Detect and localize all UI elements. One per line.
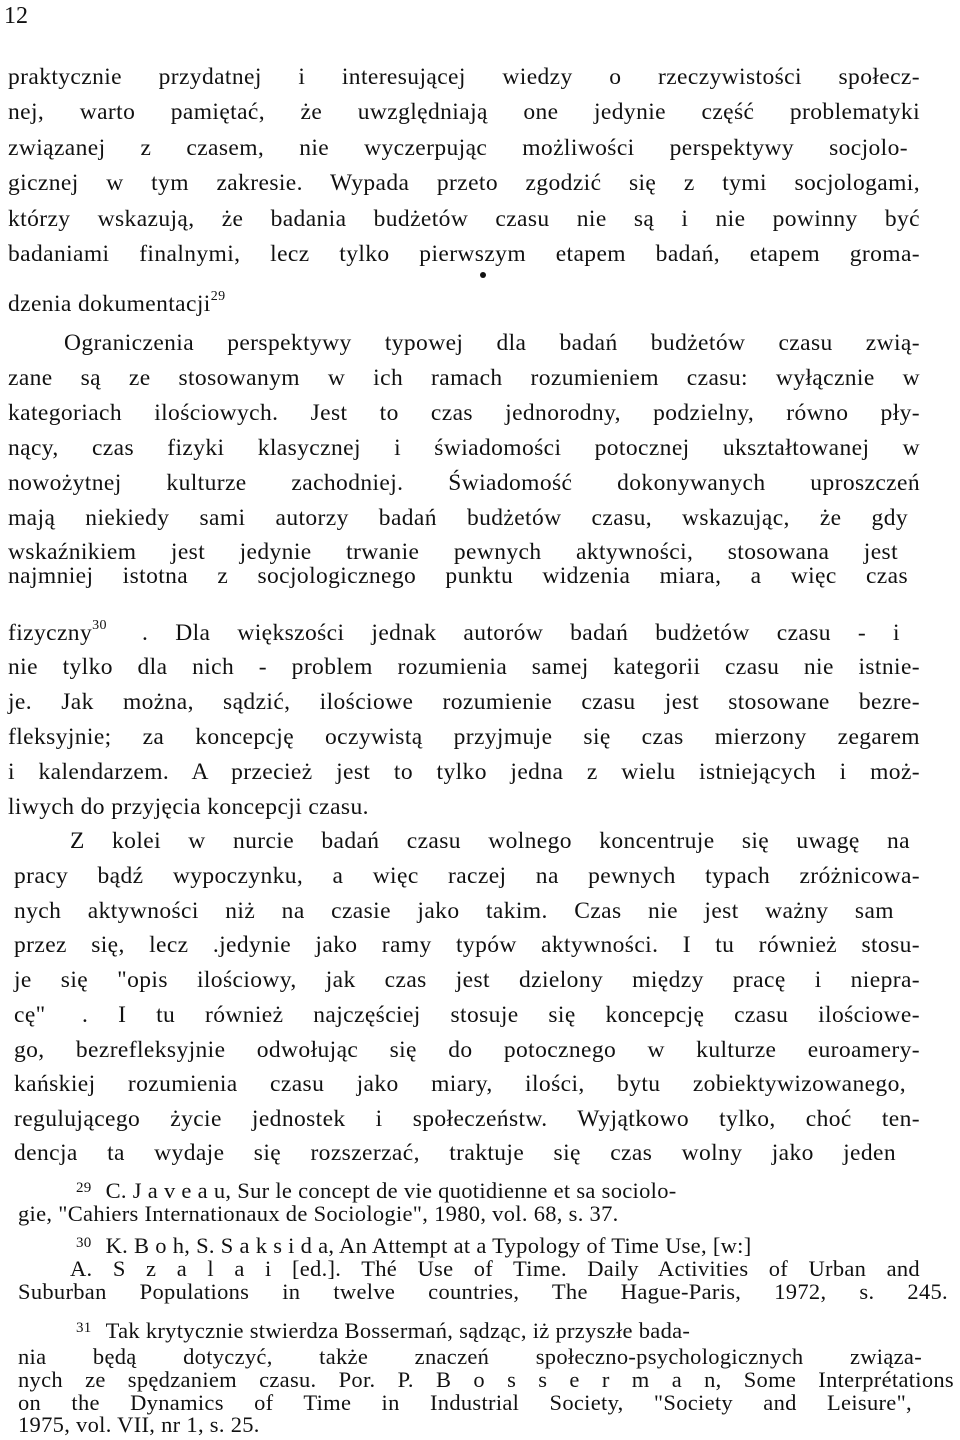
text-line: kategoriach ilościowych. Jest to czas jednorodny, podzielny, równo pły-	[8, 400, 920, 426]
footnote-line: 1975, vol. VII, nr 1, s. 25.	[18, 1412, 260, 1437]
text-line: nych aktywności niż na czasie jako takim. Czas nie jest ważny sam	[14, 898, 894, 924]
footnote-text: K. B o h, S. S a k s i d a, An Attempt at a Typology of Time Use, [w:]	[105, 1233, 752, 1258]
text-line: regulującego życie jednostek i społeczeństw. Wyjątkowo tylko, choć ten-	[14, 1106, 920, 1132]
text-line: go, bezrefleksyjnie odwołując się do potocznego w kulturze euroamery-	[14, 1037, 920, 1063]
text-line: nący, czas fizyki klasycznej i świadomości potocznej ukształtowanej w	[8, 435, 920, 461]
text-line: zane są ze stosowanym w ich ramach rozumieniem czasu: wyłącznie w	[8, 365, 920, 391]
text-line: nej, warto pamiętać, że uwzględniają one jedynie część problematyki	[8, 99, 920, 125]
text-line: mają niekiedy sami autorzy badań budżetów czasu, wskazując, że gdy	[8, 505, 908, 531]
text-segment: dzenia dokumentacji	[8, 291, 211, 317]
text-segment: fizyczny	[8, 620, 93, 646]
text-line: fleksyjnie; za koncepcję oczywistą przyjmuje się czas mierzony zegarem	[8, 724, 920, 750]
footnote-line: nia będą dotyczyć, także znaczeń społeczno-psychologicznych związa-	[18, 1344, 922, 1369]
text-line: gicznej w tym zakresie. Wypada przeto zgodzić się z tymi socjologami,	[8, 170, 920, 196]
text-line: najmniej istotna z socjologicznego punktu widzenia miara, a więc czas	[8, 563, 908, 589]
footnote-number: 31	[76, 1320, 92, 1336]
footnote-number: 29	[76, 1180, 92, 1196]
footnote-ref-29[interactable]: 29	[210, 289, 226, 305]
footnote-line: gie, "Cahiers Internationaux de Sociologie", 1980, vol. 68, s. 37.	[18, 1201, 619, 1226]
text-line: nowożytnej kulturze zachodniej. Świadomość dokonywanych uproszczeń	[8, 470, 920, 496]
footnote-ref-30[interactable]: 30	[92, 618, 107, 634]
text-line: je. Jak można, sądzić, ilościowe rozumienie czasu jest stosowane bezre-	[8, 689, 920, 715]
text-line: badaniami finalnymi, lecz tylko pierwszym etapem badań, etapem groma-	[8, 241, 920, 267]
text-line: . Dla większości jednak autorów badań budżetów czasu - i	[142, 620, 900, 646]
text-line: kańskiej rozumienia czasu jako miary, ilości, bytu zobiektywizowanego,	[14, 1071, 906, 1097]
footnote-line: nych ze spędzaniem czasu. Por. P. B o s s e r m a n, Some Interprétations	[18, 1367, 954, 1392]
text-line: nie tylko dla nich - problem rozumienia samej kategorii czasu nie istnie-	[8, 654, 920, 680]
text-line: którzy wskazują, że badania budżetów czasu nie są i nie powinny być	[8, 206, 920, 232]
footnote-text: Tak krytycznie stwierdza Bossermań, sądząc, iż przyszłe bada-	[105, 1318, 691, 1343]
footnote-line: Suburban Populations in twelve countries, The Hague-Paris, 1972, s. 245.	[18, 1279, 948, 1304]
footnote-text: C. J a v e a u, Sur le concept de vie quotidienne et sa sociolo-	[105, 1178, 677, 1203]
text-line: pracy bądź wypoczynku, a więc raczej na pewnych typach zróżnicowa-	[14, 863, 920, 889]
text-line: praktycznie przydatnej i interesującej wiedzy o rzeczywistości społecz-	[8, 64, 920, 90]
text-line: . I tu również najczęściej stosuje się koncepcję czasu ilościowe-	[82, 1002, 920, 1028]
text-line: je się "opis ilościowy, jak czas jest dzielony między pracę i niepra-	[14, 967, 920, 993]
text-line: cę"	[14, 1002, 46, 1028]
text-line: wskaźnikiem jest jedynie trwanie pewnych aktywności, stosowana jest	[8, 539, 898, 565]
stray-dot	[480, 272, 486, 278]
footnote-line: A. S z a l a i [ed.]. Thé Use of Time. Daily Activities of Urban and	[70, 1256, 920, 1281]
text-line	[8, 618, 107, 648]
text-line: i kalendarzem. A przecież jest to tylko jedna z wielu istniejących i moż-	[8, 759, 920, 785]
text-line: przez się, lecz .jedynie jako ramy typów aktywności. I tu również stosu-	[14, 932, 920, 958]
text-line: Ograniczenia perspektywy typowej dla badań budżetów czasu zwią-	[64, 330, 920, 356]
footnote-line: on the Dynamics of Time in Industrial Society, "Society and Leisure",	[18, 1390, 912, 1415]
page-number: 12	[4, 3, 28, 29]
text-line	[8, 289, 226, 319]
text-line: liwych do przyjęcia koncepcji czasu.	[8, 794, 369, 820]
text-line: dencja ta wydaje się rozszerzać, traktuje się czas wolny jako jeden	[14, 1140, 896, 1166]
text-line: Z kolei w nurcie badań czasu wolnego koncentruje się uwagę na	[70, 828, 910, 854]
text-line: związanej z czasem, nie wyczerpując możliwości perspektywy socjolo-	[8, 135, 908, 161]
footnote-number: 30	[76, 1235, 92, 1251]
